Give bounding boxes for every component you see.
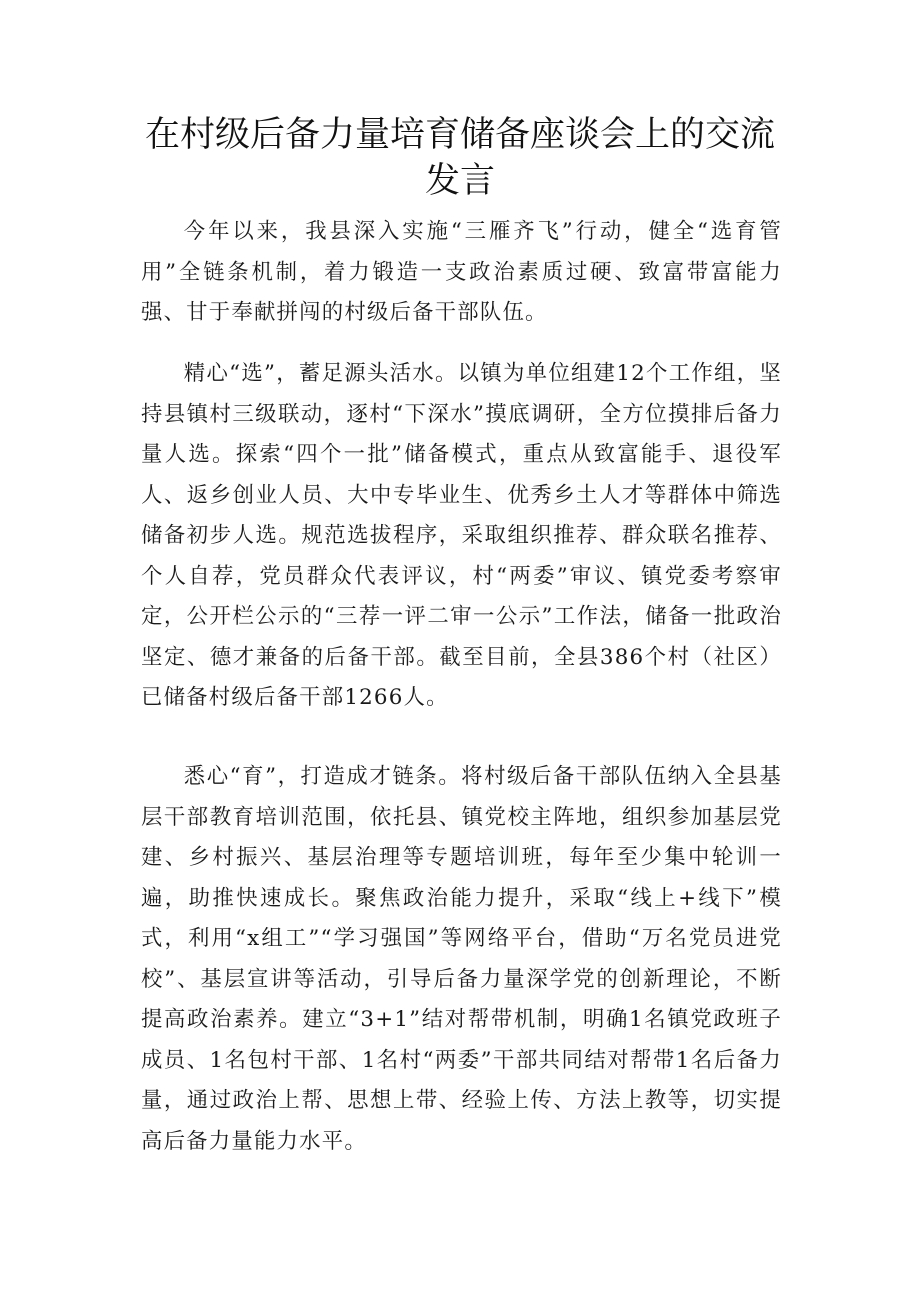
document-title: 在村级后备力量培育储备座谈会上的交流发言 [144,115,775,201]
paragraph-select: 精心“选”，蓄足源头活水。以镇为单位组建12个工作组，坚持县镇村三级联动，逐村“下深水”摸底调研，全方位摸排后备力量人选。探索“四个一批”储备模式，重点从致富能手、退役军人、返乡创业人员、大中专毕业生、优秀乡土人才等群体中筛选储备初步人选。规范选拔程序，采取组织推荐、群众联名推荐、个人自荐，党员群众代表评议，村“两委”审议、镇党委考察审定，公开栏公示的“三荐一评二审一公示”工作法，储备一批政治坚定、德才兼备的后备干部。截至目前，全县386个村（社区）已储备村级后备干部1266人。 [141,361,782,710]
paragraph-cultivate: 悉心“育”，打造成才链条。将村级后备干部队伍纳入全县基层干部教育培训范围，依托县、镇党校主阵地，组织参加基层党建、乡村振兴、基层治理等专题培训班，每年至少集中轮训一遍，助推快速成长。聚焦政治能力提升，采取“线上+线下”模式，利用“x组工”“学习强国”等网络平台，借助“万名党员进党校”、基层宣讲等活动，引导后备力量深学党的创新理论，不断提高政治素养。建立“3+1”结对帮带机制，明确1名镇党政班子成员、1名包村干部、1名村“两委”干部共同结对帮带1名后备力量，通过政治上帮、思想上带、经验上传、方法上教等，切实提高后备力量能力水平。 [141,764,782,1154]
paragraph-intro: 今年以来，我县深入实施“三雁齐飞”行动，健全“选育管用”全链条机制，着力锻造一支政治素质过硬、致富带富能力强、甘于奉献拼闯的村级后备干部队伍。 [141,219,782,325]
